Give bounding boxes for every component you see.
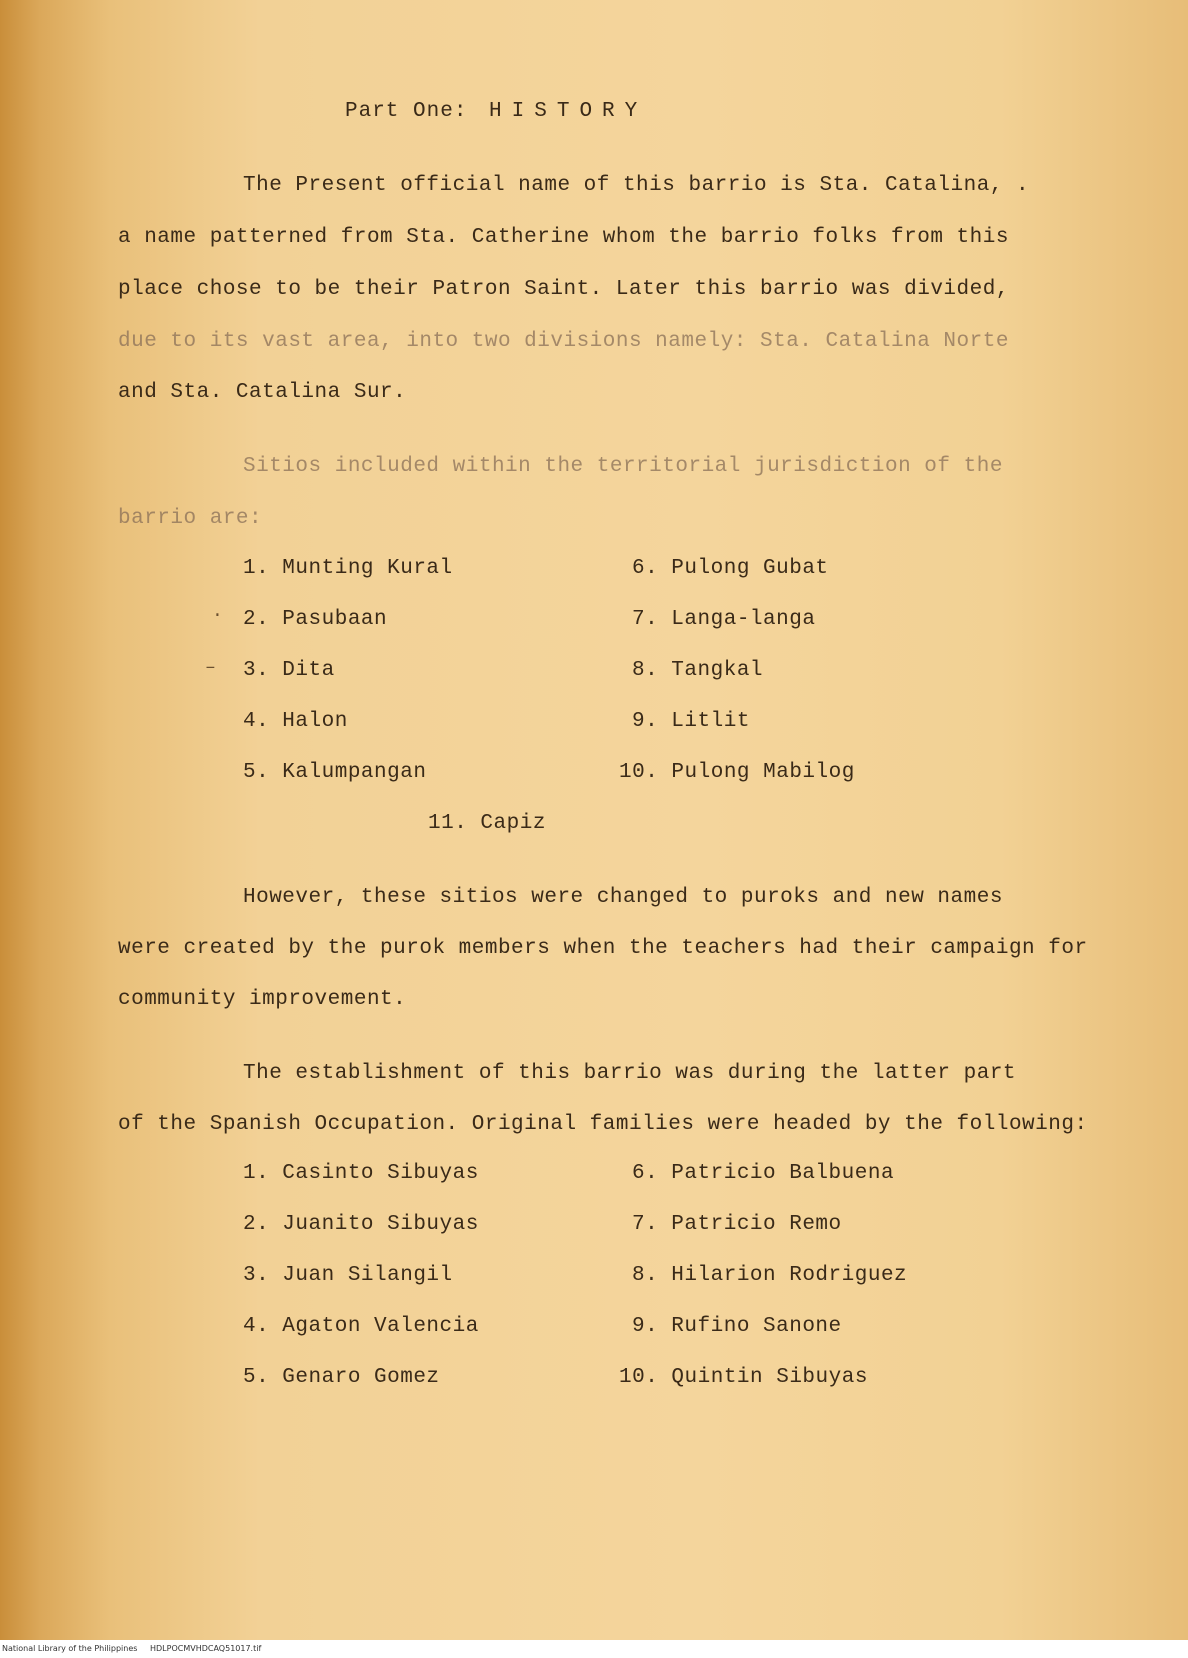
sitio-item: 9. Litlit [632, 710, 750, 733]
family-item: 1. Casinto Sibuyas [243, 1162, 479, 1185]
family-item: 5. Genaro Gomez [243, 1366, 440, 1389]
family-item: 6. Patricio Balbuena [632, 1162, 895, 1185]
paragraph2-line: Sitios included within the territorial jurisdiction of the [243, 455, 1003, 478]
footer-library: National Library of the Philippines [2, 1644, 138, 1653]
sitio-item: 1. Munting Kural [243, 557, 453, 580]
footer-file: HDLPOCMVHDCAQ51017.tif [150, 1644, 262, 1653]
margin-mark: · [212, 606, 223, 626]
paragraph3-line: were created by the purok members when the teachers had their campaign for [118, 937, 1088, 960]
family-item: 4. Agaton Valencia [243, 1315, 479, 1338]
sitio-item: 11. Capiz [428, 812, 546, 835]
paragraph1-line: due to its vast area, into two divisions namely: Sta. Catalina Norte [118, 330, 1009, 353]
paragraph4-line: The establishment of this barrio was during the latter part [243, 1062, 1017, 1085]
heading-word: HISTORY [489, 100, 648, 123]
heading-prefix: Part One: [345, 100, 468, 123]
family-item: 9. Rufino Sanone [632, 1315, 842, 1338]
family-item: 10. Quintin Sibuyas [619, 1366, 868, 1389]
paragraph1-line: a name patterned from Sta. Catherine whom the barrio folks from this [118, 226, 1009, 249]
paragraph4-line: of the Spanish Occupation. Original families were headed by the following: [118, 1113, 1088, 1136]
paragraph1-line: and Sta. Catalina Sur. [118, 381, 407, 404]
family-item: 7. Patricio Remo [632, 1213, 842, 1236]
sitio-item: 6. Pulong Gubat [632, 557, 829, 580]
family-item: 2. Juanito Sibuyas [243, 1213, 479, 1236]
sitio-item: 3. Dita [243, 659, 335, 682]
sitio-item: 4. Halon [243, 710, 348, 733]
family-item: 3. Juan Silangil [243, 1264, 453, 1287]
page-heading [345, 100, 647, 123]
paragraph1-line: place chose to be their Patron Saint. Later this barrio was divided, [118, 278, 1009, 301]
sitio-item: 7. Langa-langa [632, 608, 816, 631]
paragraph1-line: The Present official name of this barrio is Sta. Catalina, . [243, 174, 1030, 197]
paragraph3-line: community improvement. [118, 988, 407, 1011]
scan-footer [0, 1640, 1188, 1658]
paragraph3-line: However, these sitios were changed to puroks and new names [243, 886, 1003, 909]
paragraph2-line: barrio are: [118, 507, 263, 530]
sitio-item: 10. Pulong Mabilog [619, 761, 855, 784]
sitio-item: 5. Kalumpangan [243, 761, 427, 784]
sitio-item: 8. Tangkal [632, 659, 764, 682]
margin-mark: – [205, 658, 216, 678]
sitio-item: 2. Pasubaan [243, 608, 388, 631]
family-item: 8. Hilarion Rodriguez [632, 1264, 908, 1287]
